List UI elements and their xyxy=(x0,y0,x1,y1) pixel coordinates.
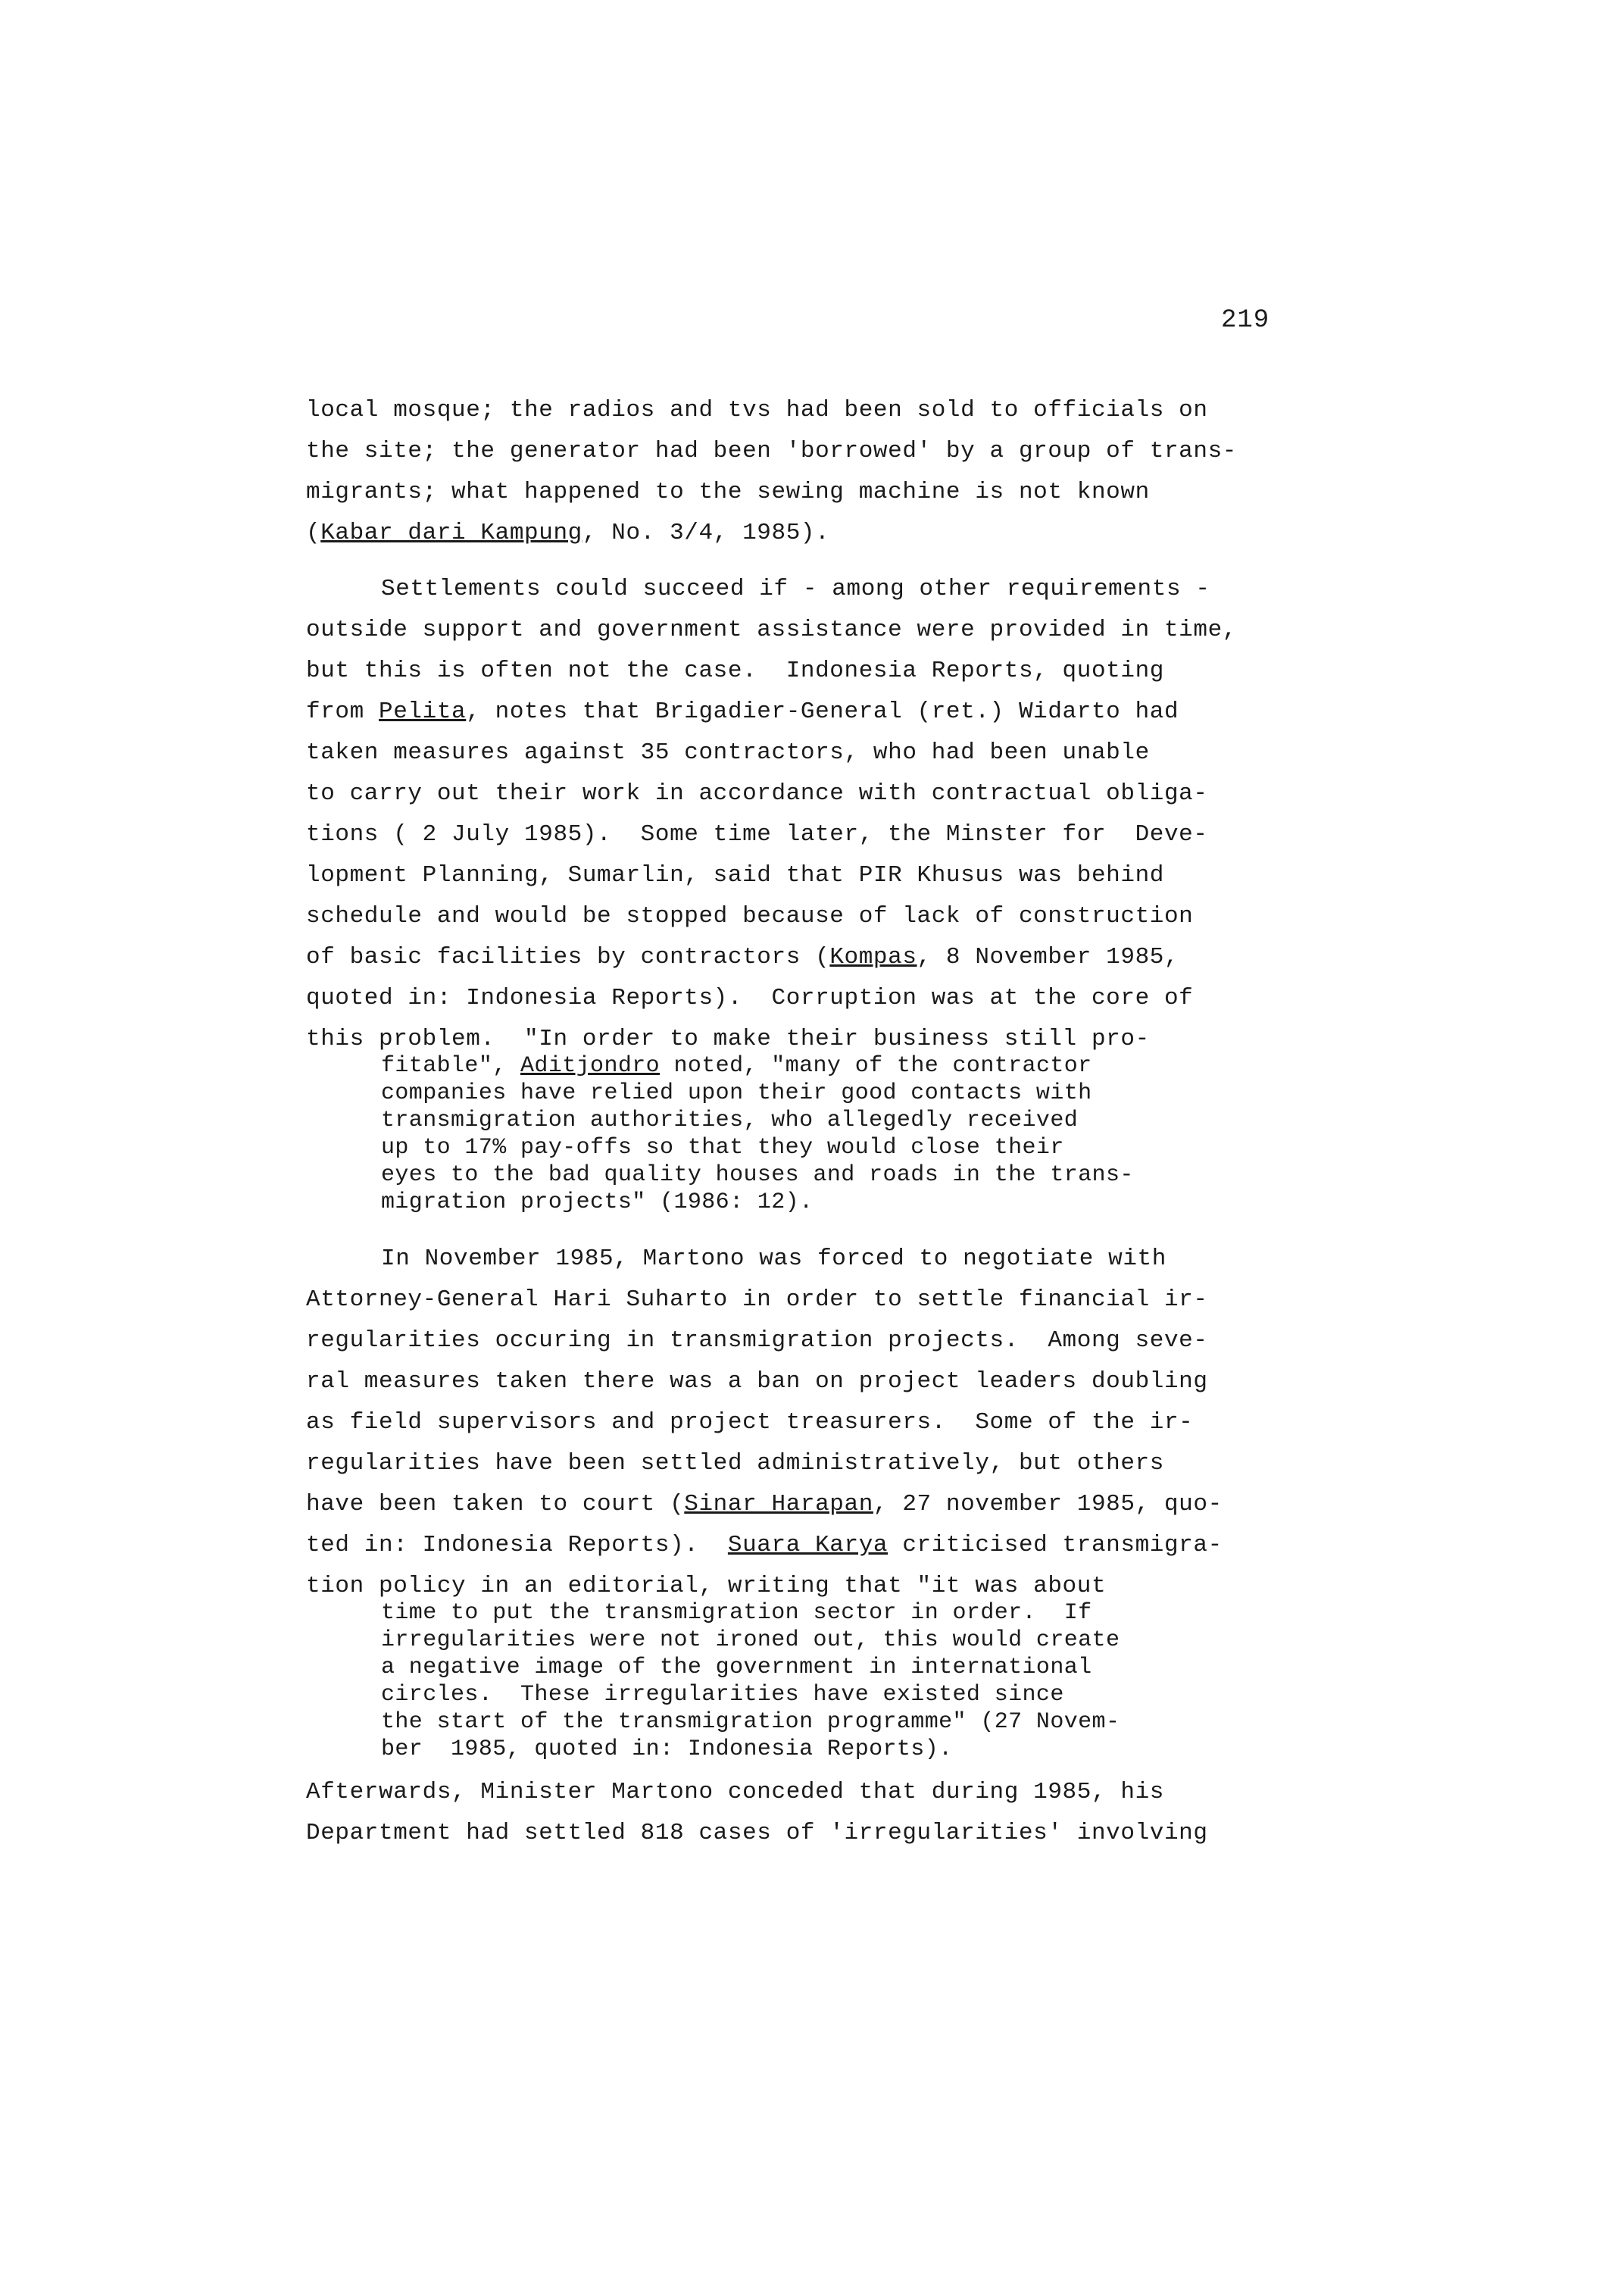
page-number: 219 xyxy=(1221,306,1270,335)
text-line: lopment Planning, Sumarlin, said that PIR Khusus was behind xyxy=(306,862,1164,889)
quote-line: migration projects" (1986: 12). xyxy=(381,1189,814,1215)
text-line xyxy=(306,699,1179,725)
text-line: local mosque; the radios and tvs had been sold to officials on xyxy=(306,397,1208,424)
text-line: taken measures against 35 contractors, who had been unable xyxy=(306,739,1150,766)
text-line: quoted in: Indonesia Reports). Corruption was at the core of xyxy=(306,985,1194,1011)
text-line: Attorney-General Hari Suharto in order to settle financial ir- xyxy=(306,1286,1208,1313)
text-line: migrants; what happened to the sewing machine is not known xyxy=(306,479,1150,505)
quote-line: a negative image of the government in international xyxy=(381,1655,1092,1680)
text-fragment: , notes that Brigadier-General (ret.) Widarto had xyxy=(466,699,1179,725)
text-fragment: noted, "many of the contractor xyxy=(660,1053,1092,1079)
quote-line: circles. These irregularities have existed since xyxy=(381,1682,1064,1708)
text-line: Settlements could succeed if - among other requirements - xyxy=(381,576,1210,602)
text-fragment: , 8 November 1985, xyxy=(917,944,1179,970)
quote-line xyxy=(381,1053,1092,1079)
text-line: regularities have been settled administratively, but others xyxy=(306,1450,1164,1477)
quote-line: transmigration authorities, who allegedly received xyxy=(381,1108,1079,1133)
quote-line: ber 1985, quoted in: Indonesia Reports). xyxy=(381,1736,953,1762)
text-line: tions ( 2 July 1985). Some time later, the Minster for Deve- xyxy=(306,821,1208,848)
text-fragment: criticised transmigra- xyxy=(888,1532,1223,1558)
text-line: In November 1985, Martono was forced to negotiate with xyxy=(381,1246,1166,1272)
text-line: ral measures taken there was a ban on project leaders doubling xyxy=(306,1368,1208,1395)
text-fragment: from xyxy=(306,699,379,725)
text-line xyxy=(306,1491,1223,1517)
text-line: outside support and government assistance were provided in time, xyxy=(306,617,1237,643)
citation-kompas: Kompas xyxy=(829,944,917,970)
text-line: to carry out their work in accordance with contractual obliga- xyxy=(306,780,1208,807)
text-line: schedule and would be stopped because of lack of construction xyxy=(306,903,1194,930)
text-fragment: of basic facilities by contractors ( xyxy=(306,944,830,970)
quote-line: time to put the transmigration sector in order. If xyxy=(381,1600,1092,1626)
citation-kabar-dari-kampung: Kabar dari Kampung xyxy=(320,520,582,546)
citation-sinar-harapan: Sinar Harapan xyxy=(684,1491,873,1517)
text-line: Department had settled 818 cases of 'irregularities' involving xyxy=(306,1820,1208,1846)
quote-line: the start of the transmigration programme" (27 Novem- xyxy=(381,1709,1120,1735)
text-line: Afterwards, Minister Martono conceded that during 1985, his xyxy=(306,1779,1164,1805)
citation-aditjondro: Aditjondro xyxy=(520,1053,661,1079)
text-fragment: ( xyxy=(306,520,321,546)
text-fragment: have been taken to court ( xyxy=(306,1491,685,1517)
text-line: as field supervisors and project treasurers. Some of the ir- xyxy=(306,1409,1194,1436)
text-fragment: , No. 3/4, 1985). xyxy=(582,520,830,546)
text-line xyxy=(306,944,1179,970)
quote-line: companies have relied upon their good contacts with xyxy=(381,1080,1092,1106)
quote-line: eyes to the bad quality houses and roads in the trans- xyxy=(381,1162,1134,1188)
text-line: but this is often not the case. Indonesia Reports, quoting xyxy=(306,658,1164,684)
citation-pelita: Pelita xyxy=(379,699,467,725)
text-line: tion policy in an editorial, writing that "it was about xyxy=(306,1573,1107,1599)
quote-line: irregularities were not ironed out, this would create xyxy=(381,1627,1120,1653)
quote-line: up to 17% pay-offs so that they would close their xyxy=(381,1135,1064,1161)
citation-suara-karya: Suara Karya xyxy=(727,1532,889,1558)
text-line: regularities occuring in transmigration projects. Among seve- xyxy=(306,1327,1208,1354)
text-fragment: fitable", xyxy=(381,1053,521,1079)
text-line xyxy=(306,1532,1223,1558)
text-fragment: , 27 november 1985, quo- xyxy=(873,1491,1223,1517)
text-line: the site; the generator had been 'borrowed' by a group of trans- xyxy=(306,438,1237,464)
text-fragment: ted in: Indonesia Reports). xyxy=(306,1532,728,1558)
text-line xyxy=(306,520,829,546)
text-line: this problem. "In order to make their business still pro- xyxy=(306,1026,1150,1052)
